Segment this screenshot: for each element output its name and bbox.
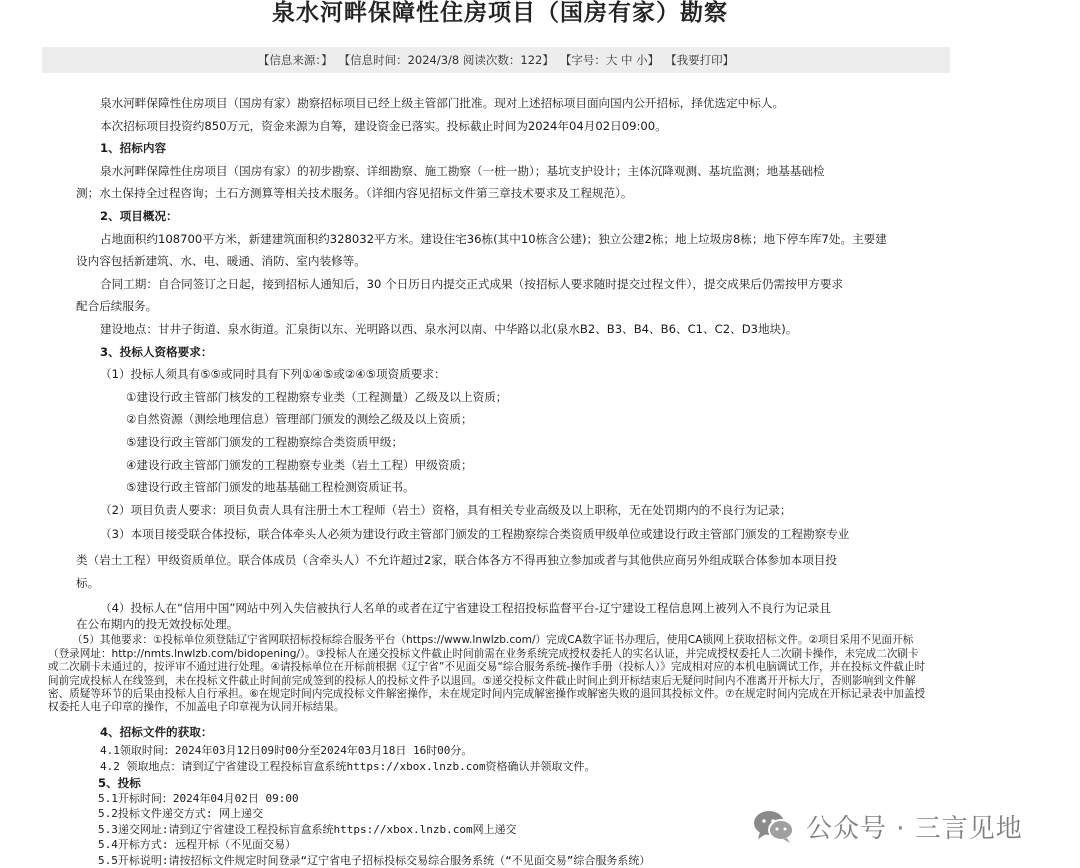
- font-size-prefix: 【字号：: [559, 53, 606, 67]
- intro-paragraph-1: 泉水河畔保障性住房项目（国房有家）勘察招标项目已经上级主管部门批准。现对上述招标项目面向国内公开招标，择优选定中标人。: [100, 96, 785, 110]
- font-size-control: [560, 52, 659, 68]
- section-4-item-1: 4.1领取时间：2024年03月12日09时00分至2024年03月18日 16时00分。: [100, 743, 473, 757]
- section-5-item-2: 5.2投标文件递交方式: 网上递交: [98, 807, 264, 821]
- section-5-item-1: 5.1开标时间：2024年04月02日 09:00: [98, 791, 299, 805]
- section-3-item-5: （5）其他要求：①投标单位须登陆辽宁省网联招标投标综合服务平台（https://www.lnwlzb.com/）完成CA数字证书办理后，使用CA锁网上获取招标文件。②项目采用不见面开标（登录网址：http://nmts.lnwlzb.com/bidopening/）。③投标人在递交投标文件截止时间前需在业务系统完成授权委托人的实名认证，并完成授权委托人二次刷卡操作，未完成二次刷卡或二次刷卡未通过的，按评审不通过进行处理。④请投标单位在开标前根据《辽宁省”不见面交易“综合服务系统-操作手册（投标人）》完成相对应的本机电脑调试工作，并在投标文件截止时间前完成投标人在线签到，未在投标文件截止时间前完成签到的投标人的投标文件予以退回。⑤递交投标文件截止时间止到开标结束后无疑问时间内不准离开开标大厅，否则影响到文件解密、质疑等环节的后果由投标人自行承担。⑥在规定时间内完成投标文件解密操作，未在规定时间内完成解密操作或解密失败的退回其投标文件。⑦在规定时间内完成在开标记录表中加盖授权委托人电子印章的操作，不加盖电子印章视为认同开标结果。: [48, 634, 926, 714]
- font-small-link[interactable]: 小: [636, 53, 648, 67]
- section-5-item-4: 5.4开标方式: 远程开标（不见面交易）: [98, 838, 297, 852]
- section-1-heading: 1、招标内容: [100, 141, 167, 156]
- section-5-item-3: 5.3递交网址:请到辽宁省建设工程投标盲盒系统https://xbox.lnzb.com网上递交: [98, 822, 517, 836]
- section-1-line-1: 泉水河畔保障性住房项目（国房有家）的初步勘察、详细勘察、施工勘察（一桩一勘）；基坑支护设计；主体沉降观测、基坑监测；地基基础检: [100, 163, 825, 178]
- section-3-heading: 3、投标人资格要求：: [100, 344, 213, 359]
- qualification-1: ①建设行政主管部门核发的工程勘察专业类（工程测量）乙级及以上资质；: [126, 389, 508, 404]
- section-5-item-5: 5.5开标说明:请按招标文件规定时间登录“辽宁省电子招标投标交易综合服务系统（“不见面交易”综合服务系统）: [98, 853, 651, 867]
- font-large-link[interactable]: 大: [605, 53, 618, 67]
- section-3-item-2: （2）项目负责人要求：项目负责人具有注册土木工程师（岩土）资格，具有相关专业高级及以上职称，无在处罚期内的不良行为记录；: [100, 502, 792, 517]
- qualification-5: ⑤建设行政主管部门颁发的地基基础工程检测资质证书。: [126, 480, 415, 495]
- section-4-item-2: 4.2 领取地点：请到辽宁省建设工程投标盲盒系统https://xbox.lnzb.com资格确认并领取文件。: [100, 759, 596, 773]
- qualification-4: ④建设行政主管部门颁发的工程勘察专业类（岩土工程）甲级资质；: [126, 457, 473, 472]
- section-3-item-3-line-1: （3）本项目接受联合体投标，联合体牵头人必须为建设行政主管部门颁发的工程勘察综合类资质甲级单位或建设行政主管部门颁发的工程勘察专业: [100, 527, 850, 542]
- section-1-line-2: 测；水土保持全过程咨询；土石方测算等相关技术服务。（详细内容见招标文件第三章技术要求及工程规范）。: [76, 186, 633, 201]
- page-title: 泉水河畔保障性住房项目（国房有家）勘察: [272, 0, 728, 26]
- print-link[interactable]: 【我要打印】: [665, 53, 735, 67]
- qualification-3: ⑤建设行政主管部门颁发的工程勘察综合类资质甲级；: [126, 434, 404, 449]
- section-3-item-1: （1）投标人须具有⑤⑤或同时具有下列①④⑤或②④⑤项资质要求：: [100, 367, 446, 382]
- wechat-icon: [752, 808, 796, 844]
- font-medium-link[interactable]: 中: [621, 53, 633, 67]
- section-2-line-5: 建设地点：甘井子街道、泉水街道。汇泉街以东、光明路以西、泉水河以南、中华路以北(泉水B2、B3、B4、B6、C1、C2、D3地块)。: [100, 321, 798, 336]
- section-2-line-4: 配合后续服务。: [76, 299, 158, 314]
- section-3-item-3-line-3: 标。: [76, 576, 100, 591]
- section-3-item-4-line-1: （4）投标人在“信用中国”网站中列入失信被执行人名单的或者在辽宁省建设工程招投标监督平台-辽宁建设工程信息网上被列入不良行为记录且: [100, 601, 831, 616]
- font-size-suffix: 】: [647, 53, 660, 67]
- section-2-line-3: 合同工期：自合同签订之日起，接到招标人通知后，30 个日历日内提交正式成果（按招标人要求随时提交过程文件），提交成果后仍需按甲方要求: [100, 276, 844, 291]
- section-4-heading: 4、招标文件的获取：: [100, 724, 213, 739]
- info-source: 【信息来源：】: [257, 53, 333, 67]
- intro-paragraph-2: 本次招标项目投资约850万元，资金来源为自筹，建设资金已落实。投标截止时间为2024年04月02日09:00。: [100, 118, 667, 133]
- watermark: [752, 806, 1023, 846]
- article-info-bar: [42, 47, 950, 73]
- qualification-2: ②自然资源（测绘地理信息）管理部门颁发的测绘乙级及以上资质；: [126, 412, 473, 427]
- section-2-heading: 2、项目概况：: [100, 208, 178, 223]
- info-time: 【信息时间：2024/3/8 阅读次数：122】: [338, 53, 554, 67]
- section-5-heading: 5、投标: [98, 775, 141, 790]
- section-2-line-2: 设内容包括新建筑、水、电、暖通、消防、室内装修等。: [76, 254, 366, 269]
- section-2-line-1: 占地面积约108700平方米，新建建筑面积约328032平方米。建设住宅36栋(其中10栋含公建)；独立公建2栋；地上垃圾房8栋；地下停车库7处。主要建: [100, 231, 887, 246]
- watermark-text: 公众号 · 三言见地: [806, 813, 1023, 844]
- section-3-item-3-line-2: 类（岩土工程）甲级资质单位。联合体成员（含牵头人）不允许超过2家，联合体各方不得再独立参加或者与其他供应商另外组成联合体参加本项目投: [76, 553, 837, 568]
- article-body: [48, 92, 926, 868]
- section-3-item-4-line-2: 在公布期内的投无效投标处理。: [76, 617, 239, 632]
